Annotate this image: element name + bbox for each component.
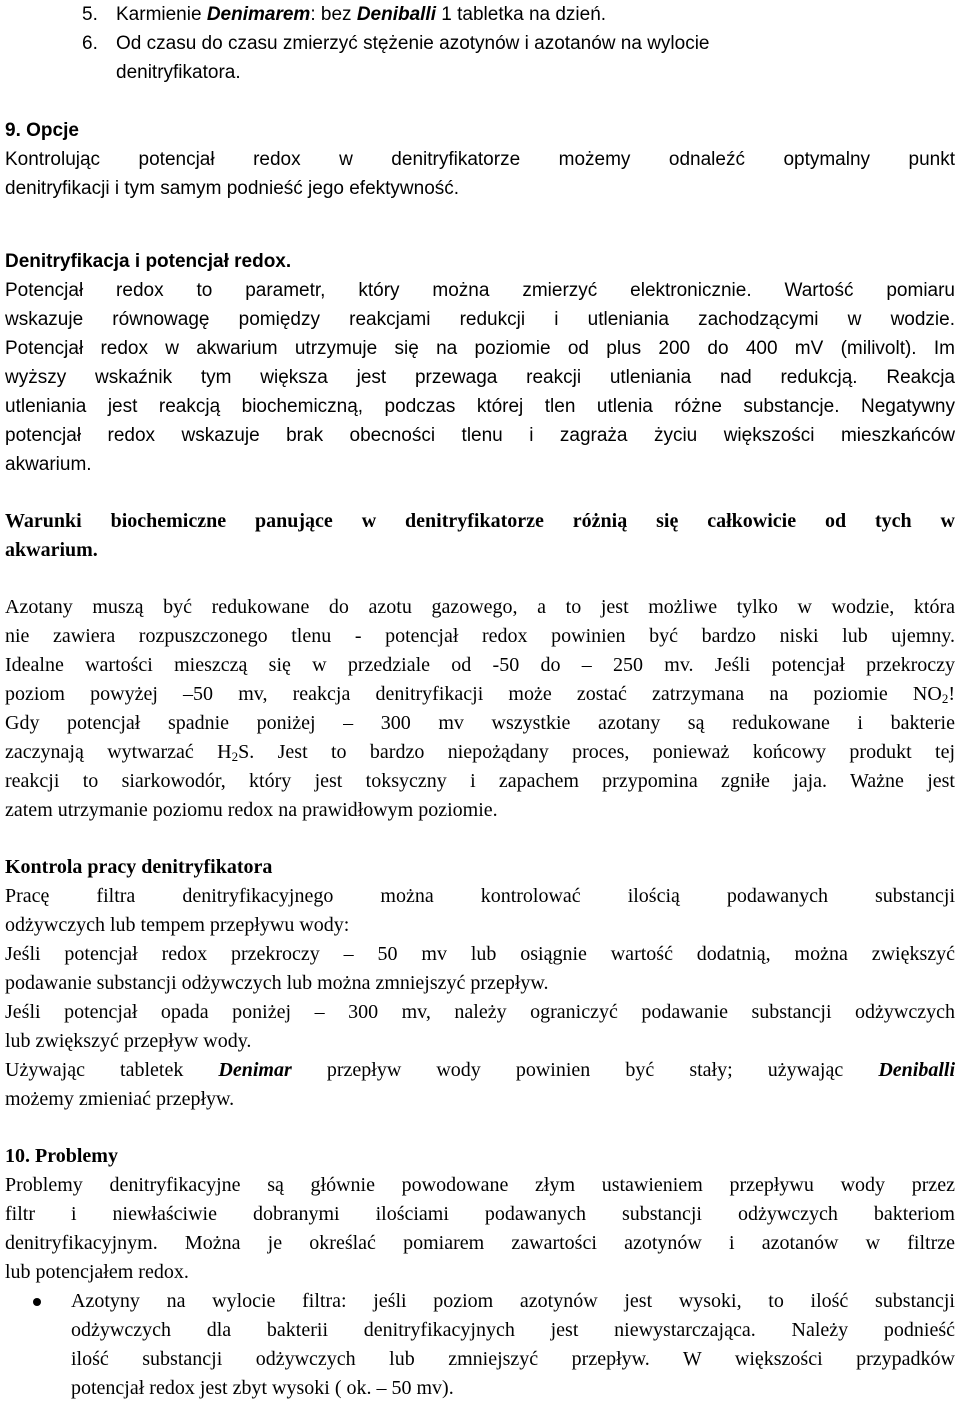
list-number: 6. bbox=[82, 33, 98, 54]
section-azotany: Azotany muszą być redukowane do azotu gazowego, a to jest możliwe tylko w wodzie, która nie zawiera rozpuszczonego tlenu - potencjał redox powinien być bardzo niski lub ujemny. Idealne wartości mieszczą się w przedziale od -50 do – 250 mv. Jeśli potencjał przekroczy poziom powyżej –50 mv, reakcja denitryfikacji może zostać zatrzymana na poziomie $NO_2$! Gdy potencjał spadnie poniżej – 300 mv wszystkie azotany są redukowane i bakterie zaczynają wytwarzać $H_2S$. Jest to bardzo niepożądany proces, ponieważ końcowy produkt tej reakcji to siarkowodór, który jest toksyczny i zapachem przypomina zgniłe jaja. Ważne jest zatem utrzymanie poziomu redox na prawidłowym poziomie. bbox=[5, 596, 956, 821]
list-number: 5. bbox=[82, 4, 98, 25]
section-problemy: 10. Problemy Problemy denitryfikacyjne są głównie powodowane złym ustawieniem przepływu wody przez filtr i niewłaściwie dobranymi ilościami podawanych substancji odżywczych bakteriom denitryfikacyjnym. Można je określać pomiarem zawartości azotynów i azotanów w filtrze lub potencjałem redox. Azotyny na wylocie filtra: jeśli poziom azotynów jest wysoki, to ilość substancji odżywczych dla bakterii denitryfikacyjnych jest niewystarczająca. Należy podnieść ilość substancji odżywczych lub zmniejszyć przepływ. W większości przypadków potencjał redox jest zbyt wysoki ( ok. – 50 mv). bbox=[5, 1142, 955, 1403]
list-item: Azotyny na wylocie filtra: jeśli poziom azotynów jest wysoki, to ilość substancji odżywczych dla bakterii denitryfikacyjnych jest niewystarczająca. Należy podnieść ilość substancji odżywczych lub zmniejszyć przepływ. W większości przypadków potencjał redox jest zbyt wysoki ( ok. – 50 mv). bbox=[5, 1287, 955, 1403]
bullet-icon bbox=[33, 1298, 41, 1306]
section-kontrola: Kontrola pracy denitryfikatora Pracę filtra denitryfikacyjnego można kontrolować ilością podawanych substancji odżywczych lub tempem przepływu wody: Jeśli potencjał redox przekroczy – 50 mv lub osiągnie wartość dodatnią, można zwiększyć podawanie substancji odżywczych lub można zmniejszyć przepływ. Jeśli potencjał opada poniżej – 300 mv, należy ograniczyć podawanie substancji odżywczych lub zwiększyć przepływ wody. Używając tabletek Denimar przepływ wody powinien być stały; używając Deniballi możemy zmieniać przepływ. bbox=[5, 853, 955, 1114]
section-warunki: Warunki biochemiczne panujące w denitryfikatorze różnią się całkowicie od tych w akwarium. bbox=[5, 510, 955, 561]
list-item: 6. Od czasu do czasu zmierzyć stężenie azotynów i azotanów na wylocie denitryfikatora. bbox=[5, 29, 955, 87]
document-page bbox=[5, 0, 955, 1403]
section-heading: 9. Opcje bbox=[5, 120, 79, 141]
section-redox: Denitryfikacja i potencjał redox. Potencjał redox to parametr, który można zmierzyć elektronicznie. Wartość pomiaru wskazuje równowagę pomiędzy reakcjami redukcji i utleniania zachodzącymi w wodzie. Potencjał redox w akwarium utrzymuje się na poziomie od plus 200 do 400 mV (milivolt). Im wyższy wskaźnik tym większa jest przewaga reakcji utleniania nad redukcją. Reakcja utleniania jest reakcją biochemiczną, podczas której tlen utlenia różne substancje. Negatywny potencjał redox wskazuje brak obecności tlenu i zagraża życiu większości mieszkańców akwarium. bbox=[5, 247, 955, 479]
list-item: 5. Karmienie Denimarem: bez Deniballi 1 tabletka na dzień. bbox=[5, 0, 955, 29]
section-heading: Kontrola pracy denitryfikatora bbox=[5, 856, 273, 878]
section-heading: 10. Problemy bbox=[5, 1145, 118, 1167]
section-heading: Denitryfikacja i potencjał redox. bbox=[5, 251, 292, 272]
section-opcje: 9. Opcje Kontrolując potencjał redox w denitryfikatorze możemy odnaleźć optymalny punkt denitryfikacji i tym samym podnieść jego efektywność. bbox=[5, 116, 955, 203]
